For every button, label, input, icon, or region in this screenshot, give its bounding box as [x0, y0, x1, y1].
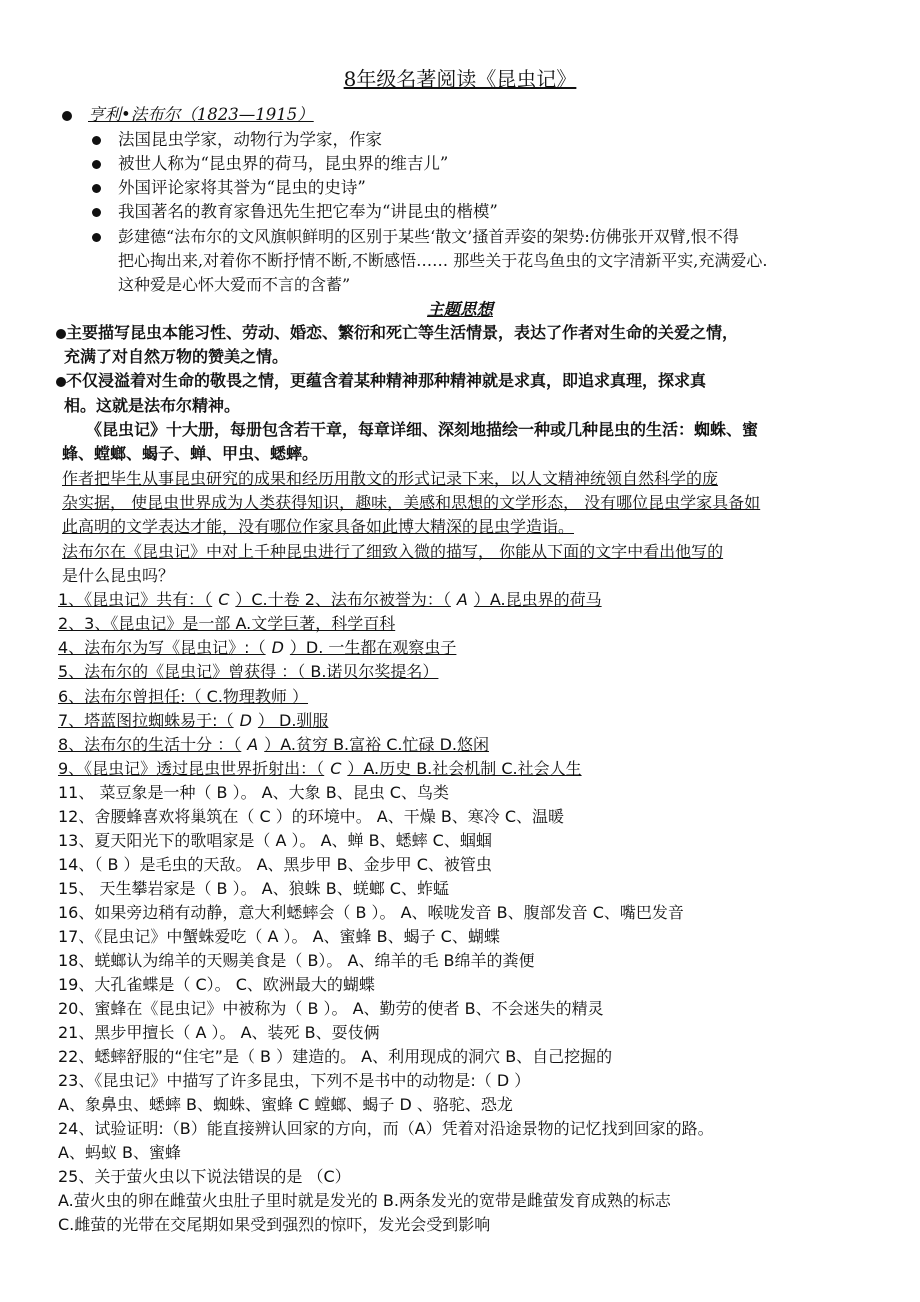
- bullet-icon: [92, 184, 101, 193]
- question-line: 13、夏天阳光下的歌唱家是（ A ）。 A、蝉 B、蟋蟀 C、蝈蝈: [58, 831, 492, 850]
- bullet-icon: [92, 233, 101, 242]
- question-line: 6、法布尔曾担任:（ C.物理教师 ）: [58, 687, 309, 706]
- question-text: ）D. 一生都在观察虫子: [289, 638, 457, 657]
- question-line: 22、蟋蟀舒服的“住宅”是（ B ）建造的。 A、利用现成的洞穴 B、自己挖掘的: [58, 1047, 613, 1066]
- evaluation-paragraph: 作者把毕生从事昆虫研究的成果和经历用散文的形式记录下来，以人文精神统领自然科学的庞: [62, 469, 719, 488]
- theme-heading: 主题思想: [427, 300, 493, 319]
- answer-mark: C: [218, 590, 230, 609]
- question-line: 19、大孔雀蝶是（ C）。 C、欧洲最大的蝴蝶: [58, 975, 375, 994]
- question-text: 8、法布尔的生活十分 ：（: [58, 735, 242, 754]
- question-line: [58, 589, 602, 611]
- question-text: 1、《昆虫记》共有：（: [58, 590, 213, 609]
- question-line: 20、蜜蜂在《昆虫记》中被称为（ B ）。 A、勤劳的使者 B、不会迷失的精灵: [58, 999, 604, 1018]
- bullet-icon: [56, 377, 66, 387]
- question-text: ）A.昆虫界的荷马: [473, 590, 602, 609]
- fact-item: 外国评论家将其誉为“昆虫的史诗”: [118, 178, 366, 197]
- page-title: 8年级名著阅读《昆虫记》: [343, 67, 577, 91]
- intro-paragraph: 是什么昆虫吗？: [62, 566, 175, 585]
- bullet-icon: [92, 208, 101, 217]
- intro-paragraph: 法布尔在《昆虫记》中对上千种昆虫进行了细致入微的描写， 你能从下面的文字中看出他写的: [62, 542, 724, 561]
- question-option-line: A、蚂蚁 B、蜜蜂: [58, 1143, 182, 1162]
- evaluation-paragraph: 此高明的文学表达才能，没有哪位作家具备如此博大精深的昆虫学造诣。: [62, 517, 575, 536]
- quote-line: 把心掏出来,对着你不断抒情不断,不断感悟…… 那些关于花鸟鱼虫的文字清新平实,充满爱心.: [118, 251, 768, 270]
- answer-mark: D: [271, 638, 284, 657]
- fact-item: 被世人称为“昆虫界的荷马，昆虫界的维吉儿”: [118, 154, 449, 173]
- question-line: [58, 758, 582, 780]
- theme-paragraph: 主要描写昆虫本能习性、劳动、婚恋、繁衍和死亡等生活情景，表达了作者对生命的关爱之情，: [66, 323, 739, 342]
- question-line: 11、 菜豆象是一种（ B ）。 A、大象 B、昆虫 C、鸟类: [58, 783, 449, 802]
- question-line: 17、《昆虫记》中蟹蛛爱吃（ A ）。 A、蜜蜂 B、蝎子 C、蝴蝶: [58, 927, 500, 946]
- question-option-line: A、象鼻虫、蟋蟀 B、蜘蛛、蜜蜂 C 螳螂、蝎子 D 、骆驼、恐龙: [58, 1095, 513, 1114]
- question-text: ）C.十卷 2、法布尔被誉为：（: [235, 590, 451, 609]
- answer-mark: A: [456, 590, 468, 609]
- fact-item: 法国昆虫学家，动物行为学家，作家: [118, 130, 382, 149]
- author-line: 亨利•法布尔（1823—1915）: [88, 105, 314, 124]
- fact-item: 我国著名的教育家鲁迅先生把它奉为“讲昆虫的楷模”: [118, 202, 498, 221]
- summary-paragraph: 蜂、螳螂、蝎子、蝉、甲虫、蟋蟀。: [62, 444, 319, 463]
- question-line: [58, 710, 328, 732]
- quote-line: 这种爱是心怀大爱而不言的含蓄”: [118, 275, 351, 294]
- question-text: 7、塔蓝图拉蜘蛛易于:（: [58, 711, 234, 730]
- bullet-icon: [92, 160, 101, 169]
- question-line: 14、（ B ）是毛虫的天敌。 A、黑步甲 B、金步甲 C、被管虫: [58, 855, 492, 874]
- question-option-line: A.萤火虫的卵在雌萤火虫肚子里时就是发光的 B.两条发光的宽带是雌萤发育成熟的标志: [58, 1191, 671, 1210]
- theme-paragraph: 不仅浸溢着对生命的敬畏之情，更蕴含着某种精神那种精神就是求真，即追求真理，探求真: [66, 371, 707, 390]
- question-text: 4、法布尔为写《昆虫记》:（: [58, 638, 266, 657]
- question-line: 16、如果旁边稍有动静，意大利蟋蟀会（ B ）。 A、喉咙发音 B、腹部发音 C、嘴巴发音: [58, 903, 684, 922]
- quote-line: 彭建德“法布尔的文风旗帜鲜明的区别于某些‘散文’搔首弄姿的架势:仿佛张开双臂,恨不得: [118, 227, 739, 246]
- question-option-line: C.雌萤的光带在交尾期如果受到强烈的惊吓，发光会受到影响: [58, 1215, 491, 1234]
- summary-paragraph: 《昆虫记》十大册，每册包含若干章，每章详细、深刻地描绘一种或几种昆虫的生活：蜘蛛、蜜: [86, 420, 759, 439]
- bullet-icon: [62, 111, 72, 121]
- question-line: [58, 734, 489, 756]
- question-line: [58, 637, 456, 659]
- question-line: 21、黑步甲擅长（ A ）。 A、装死 B、耍伎俩: [58, 1023, 380, 1042]
- question-line: 15、 天生攀岩家是（ B ）。 A、狼蛛 B、蜣螂 C、蚱蜢: [58, 879, 449, 898]
- question-line: 2、3、《昆虫记》是一部 A.文学巨著，科学百科: [58, 614, 396, 633]
- bullet-icon: [56, 329, 66, 339]
- question-text: 9、《昆虫记》透过昆虫世界折射出：（: [58, 759, 325, 778]
- theme-paragraph: 充满了对自然万物的赞美之情。: [64, 347, 289, 366]
- answer-mark: A: [247, 735, 259, 754]
- question-text: ） D.驯服: [257, 711, 329, 730]
- bullet-icon: [92, 136, 101, 145]
- theme-paragraph: 相。这就是法布尔精神。: [64, 396, 241, 415]
- question-line: 25、关于萤火虫以下说法错误的是 （C）: [58, 1167, 351, 1186]
- evaluation-paragraph: 杂实据， 使昆虫世界成为人类获得知识，趣味，美感和思想的文学形态， 没有哪位昆虫学家具备如: [62, 493, 761, 512]
- question-line: 12、舍腰蜂喜欢将巢筑在（ C ）的环境中。 A、干燥 B、寒冷 C、温暖: [58, 807, 565, 826]
- question-line: 23、《昆虫记》中描写了许多昆虫，下列不是书中的动物是:（ D ）: [58, 1071, 531, 1090]
- question-text: ）A.贫穷 B.富裕 C.忙碌 D.悠闲: [264, 735, 489, 754]
- answer-mark: D: [239, 711, 252, 730]
- question-line: 18、蜣螂认为绵羊的天赐美食是（ B）。 A、绵羊的毛 B绵羊的粪便: [58, 951, 535, 970]
- question-line: 24、试验证明:（B）能直接辨认回家的方向，而（A）凭着对沿途景物的记忆找到回家的路。: [58, 1119, 714, 1138]
- question-text: ）A.历史 B.社会机制 C.社会人生: [347, 759, 582, 778]
- question-line: 5、法布尔的《昆虫记》曾获得 ：（ B.诺贝尔奖提名）: [58, 662, 439, 681]
- answer-mark: C: [330, 759, 342, 778]
